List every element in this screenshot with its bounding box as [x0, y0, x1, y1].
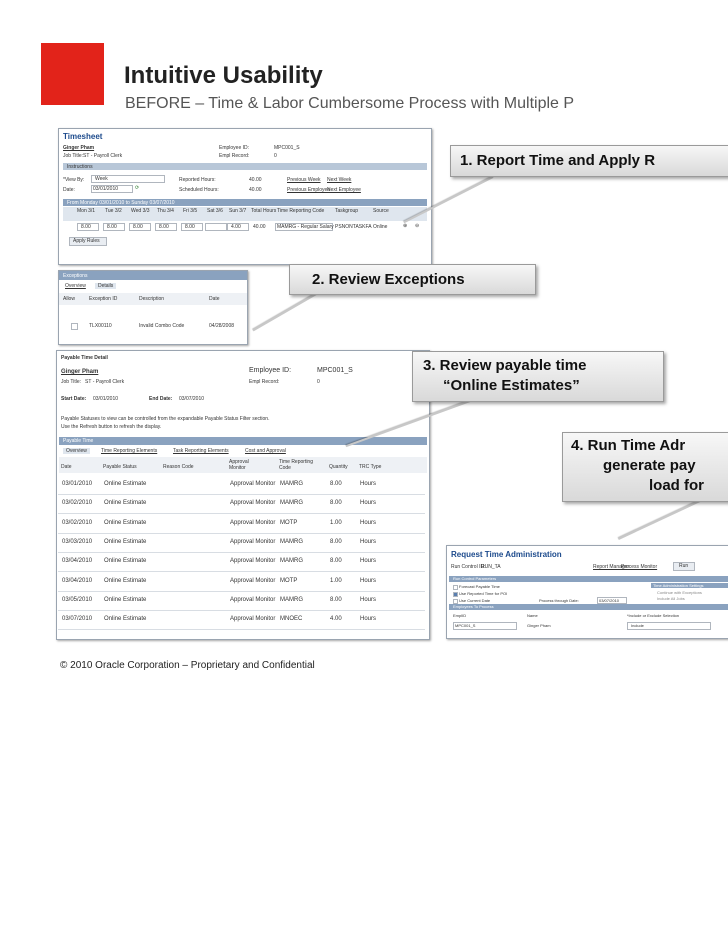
- run-params-header: Run Control Parameters: [453, 576, 497, 581]
- col-date: Date: [61, 464, 72, 470]
- source-header: Source: [373, 208, 389, 214]
- run-control-value: RUN_TA: [481, 564, 501, 570]
- request-title: Request Time Administration: [451, 550, 562, 559]
- tab-time-reporting[interactable]: Time Reporting Elements: [101, 448, 158, 454]
- timesheet-screenshot: [58, 128, 432, 265]
- table-cell: MAMRG: [280, 558, 303, 565]
- footer-copyright: © 2010 Oracle Corporation – Proprietary and Confidential: [60, 660, 315, 671]
- tab-overview[interactable]: Overview: [65, 283, 86, 289]
- start-date-value: 03/01/2010: [93, 396, 119, 402]
- hours-sun-value: 4.00: [231, 224, 241, 230]
- col-date: Date: [209, 296, 220, 302]
- table-cell: Hours: [360, 616, 377, 623]
- day-thu: Thu 3/4: [157, 208, 174, 214]
- reported-hours-label: Reported Hours:: [179, 177, 216, 183]
- add-row-icon[interactable]: ⊕: [403, 223, 408, 229]
- day-wed: Wed 3/3: [131, 208, 150, 214]
- table-cell: 03/02/2010: [62, 519, 93, 526]
- payable-empl-record-label: Empl Record:: [249, 379, 280, 385]
- scheduled-hours-value: 40.00: [249, 187, 262, 193]
- process-through-value: 03/07/2010: [599, 598, 620, 603]
- table-cell: Approval Monitor: [230, 616, 276, 623]
- refresh-icon[interactable]: ⟳: [135, 185, 140, 191]
- table-row: [58, 572, 425, 592]
- end-date-value: 03/07/2010: [179, 396, 205, 402]
- run-button-label: Run: [679, 563, 689, 569]
- table-row: [58, 610, 425, 630]
- table-cell: Online Estimate: [104, 577, 147, 584]
- col-approval-monitor: Approval Monitor: [229, 459, 249, 471]
- payable-job-title-label: Job Title:: [61, 379, 82, 385]
- exceptions-title: Exceptions: [63, 273, 88, 279]
- date-value: 03/01/2010: [93, 186, 119, 192]
- day-sat: Sat 3/6: [207, 208, 223, 214]
- run-control-label: Run Control ID:: [451, 564, 486, 570]
- employee-id-label: Employee ID:: [219, 145, 250, 151]
- total-hours-value: 40.00: [253, 224, 266, 230]
- table-cell: 1.00: [330, 577, 342, 584]
- callout-review-payable: [412, 351, 664, 402]
- job-title-value: ST - Payroll Clerk: [83, 153, 123, 159]
- table-cell: 1.00: [330, 519, 342, 526]
- view-by-label: *View By:: [63, 177, 85, 183]
- table-cell: Online Estimate: [104, 481, 147, 487]
- forecast-label: Forecast Payable Time: [459, 584, 500, 589]
- payable-employee-id-label: Employee ID:: [249, 367, 292, 374]
- table-cell: 4.00: [330, 616, 342, 623]
- include-all-jobs-label[interactable]: Include All Jobs: [657, 596, 685, 601]
- table-cell: 8.00: [330, 538, 342, 545]
- employees-header: Employees To Process: [453, 604, 494, 609]
- table-cell: Hours: [360, 558, 377, 565]
- callout-2-leader: [253, 292, 319, 331]
- table-cell: Hours: [360, 577, 377, 584]
- table-cell: Online Estimate: [104, 519, 147, 526]
- end-date-label: End Date:: [149, 396, 173, 402]
- tab-payable-overview[interactable]: Overview: [63, 448, 90, 454]
- payable-grid-title: Payable Time: [63, 438, 94, 444]
- table-cell: MNOEC: [280, 616, 303, 623]
- include-col: *Include or Exclude Selection: [627, 613, 680, 618]
- previous-week-link[interactable]: Previous Week: [287, 177, 321, 183]
- callout-3-line-2: “Online Estimates”: [443, 377, 580, 394]
- hours-mon-value: 8.00: [81, 224, 91, 230]
- include-value: Include: [631, 623, 644, 628]
- instructions-toggle[interactable]: Instructions: [67, 164, 93, 170]
- delete-row-icon[interactable]: ⊖: [415, 223, 420, 229]
- callout-4-line-3: load for: [649, 477, 704, 494]
- table-cell: Hours: [360, 596, 377, 603]
- table-cell: 03/01/2010: [62, 481, 93, 487]
- day-sun: Sun 3/7: [229, 208, 247, 214]
- table-cell: Approval Monitor: [230, 538, 276, 545]
- taskgroup-value: PSNONTASKFA: [335, 224, 372, 230]
- day-fri: Fri 3/5: [183, 208, 198, 214]
- table-cell: Approval Monitor: [230, 596, 276, 603]
- table-cell: Hours: [360, 500, 377, 507]
- hours-fri-value: 8.00: [185, 224, 195, 230]
- taskgroup-header: Taskgroup: [335, 208, 359, 214]
- callout-report-time: [450, 145, 728, 177]
- table-cell: 03/03/2010: [62, 538, 93, 545]
- process-monitor-link[interactable]: Process Monitor: [621, 564, 658, 570]
- date-value: 04/28/2008: [209, 323, 235, 329]
- use-reported-checkbox[interactable]: [453, 592, 458, 597]
- table-cell: Hours: [360, 481, 377, 487]
- previous-employee-link[interactable]: Previous Employee: [287, 187, 331, 193]
- payable-employee-name[interactable]: Ginger Pham: [61, 369, 99, 375]
- request-time-admin-screenshot: [446, 545, 728, 639]
- tab-cost-approval[interactable]: Cost and Approval: [245, 448, 286, 454]
- table-row: [58, 552, 425, 572]
- payable-empl-record-value: 0: [317, 379, 320, 385]
- callout-4-line-2: generate pay: [603, 457, 696, 474]
- allow-checkbox[interactable]: [71, 323, 78, 330]
- callout-2-text: 2. Review Exceptions: [312, 271, 465, 288]
- slide-subtitle: BEFORE – Time & Labor Cumbersome Process with Multiple P: [125, 95, 575, 112]
- next-employee-link[interactable]: Next Employee: [327, 187, 361, 193]
- callout-review-exceptions: [289, 264, 536, 295]
- start-date-label: Start Date:: [61, 396, 87, 402]
- table-row: [58, 533, 425, 553]
- process-through-label: Process through Date:: [539, 598, 579, 603]
- timesheet-title: Timesheet: [63, 132, 103, 141]
- brand-red-block: [41, 43, 104, 105]
- hours-thu-value: 8.00: [159, 224, 169, 230]
- table-row: [58, 514, 425, 534]
- callout-1-text: 1. Report Time and Apply R: [460, 152, 656, 169]
- table-cell: Online Estimate: [104, 558, 147, 565]
- col-exception-id: Exception ID: [89, 296, 118, 302]
- table-cell: MAMRG: [280, 481, 303, 487]
- name-col: Name: [527, 613, 538, 618]
- reported-hours-value: 40.00: [249, 177, 262, 183]
- employee-name[interactable]: Ginger Pham: [63, 145, 95, 151]
- use-current-label: Use Current Date: [459, 598, 491, 603]
- description-value: Invalid Combo Code: [139, 323, 185, 329]
- payable-title: Payable Time Detail: [61, 355, 108, 361]
- continue-exceptions-label[interactable]: Continue with Exceptions: [657, 590, 702, 595]
- table-cell: Approval Monitor: [230, 481, 276, 487]
- col-reason-code: Reason Code: [163, 464, 194, 470]
- table-cell: MAMRG: [280, 500, 303, 507]
- table-row: [58, 475, 425, 495]
- use-reported-label: Use Reported Time for POI: [459, 591, 508, 596]
- table-cell: Approval Monitor: [230, 500, 276, 507]
- emplid-col: EmplID: [453, 613, 467, 618]
- settings-header: Time Administration Settings: [653, 583, 704, 588]
- col-allow: Allow: [63, 296, 75, 302]
- callout-3-line-1: 3. Review payable time: [423, 357, 587, 374]
- tab-task-reporting[interactable]: Task Reporting Elements: [173, 448, 229, 454]
- table-cell: Online Estimate: [104, 500, 147, 507]
- empl-record-value: 0: [274, 153, 277, 159]
- employee-name-value: Ginger Pham: [527, 623, 551, 628]
- exceptions-screenshot: [58, 270, 248, 345]
- table-row: [58, 494, 425, 514]
- table-cell: MOTP: [280, 577, 298, 584]
- table-cell: 03/04/2010: [62, 577, 93, 584]
- table-cell: Approval Monitor: [230, 519, 276, 526]
- table-cell: Online Estimate: [104, 596, 147, 603]
- table-cell: 8.00: [330, 596, 342, 603]
- table-row: [58, 591, 425, 611]
- table-cell: 8.00: [330, 500, 342, 507]
- callout-4-line-1: 4. Run Time Adr: [571, 437, 686, 454]
- payable-job-title-value: ST - Payroll Clerk: [85, 379, 125, 385]
- table-cell: 03/04/2010: [62, 558, 93, 565]
- tab-details[interactable]: Details: [95, 283, 116, 289]
- col-payable-status: Payable Status: [103, 464, 137, 470]
- col-trc-type: TRC Type: [359, 464, 382, 470]
- payable-note-1: Payable Statuses to view can be controlled from the expandable Payable Status Filter section.: [61, 416, 270, 422]
- table-cell: MOTP: [280, 519, 298, 526]
- table-cell: 8.00: [330, 481, 342, 487]
- exception-id-value: TLX00110: [89, 323, 112, 329]
- scheduled-hours-label: Scheduled Hours:: [179, 187, 219, 193]
- hours-tue-value: 8.00: [107, 224, 117, 230]
- next-week-link[interactable]: Next Week: [327, 177, 352, 183]
- table-cell: Hours: [360, 519, 377, 526]
- table-cell: 03/02/2010: [62, 500, 93, 507]
- table-cell: Approval Monitor: [230, 558, 276, 565]
- callout-4-leader: [618, 500, 700, 540]
- employee-id-value: MPC001_S: [274, 145, 300, 151]
- view-by-value: Week: [95, 176, 108, 182]
- empl-record-label: Empl Record:: [219, 153, 250, 159]
- emplid-value: MPC001_S: [455, 623, 476, 628]
- table-cell: Approval Monitor: [230, 577, 276, 584]
- callout-run-time-admin: [562, 432, 728, 502]
- source-value: Online: [373, 224, 388, 230]
- period-header: From Monday 03/01/2010 to Sunday 03/07/2010: [67, 200, 175, 206]
- hours-wed-value: 8.00: [133, 224, 143, 230]
- table-cell: MAMRG: [280, 596, 303, 603]
- col-quantity: Quantity: [329, 464, 348, 470]
- day-tue: Tue 3/2: [105, 208, 122, 214]
- date-label: Date:: [63, 187, 75, 193]
- table-cell: 03/07/2010: [62, 616, 93, 623]
- trc-value: MAMRG - Regular Salary: [277, 224, 334, 230]
- slide-title: Intuitive Usability: [124, 62, 323, 89]
- payable-employee-id-value: MPC001_S: [317, 367, 353, 374]
- col-trc: Time Reporting Code: [279, 459, 313, 471]
- report-manager-link[interactable]: Report Manager: [593, 564, 630, 570]
- table-cell: Hours: [360, 538, 377, 545]
- day-mon: Mon 3/1: [77, 208, 96, 214]
- col-description: Description: [139, 296, 165, 302]
- hours-sat[interactable]: [205, 223, 227, 231]
- table-cell: MAMRG: [280, 538, 303, 545]
- table-cell: 8.00: [330, 558, 342, 565]
- trc-header: Time Reporting Code: [277, 208, 325, 214]
- table-cell: 03/05/2010: [62, 596, 93, 603]
- payable-note-2: Use the Refresh button to refresh the display.: [61, 424, 162, 430]
- total-hours-header: Total Hours: [251, 208, 277, 214]
- forecast-checkbox[interactable]: [453, 585, 458, 590]
- apply-rules-label: Apply Rules: [73, 238, 100, 244]
- table-cell: Online Estimate: [104, 538, 147, 545]
- job-title-label: Job Title:: [63, 153, 84, 159]
- table-cell: Online Estimate: [104, 616, 147, 623]
